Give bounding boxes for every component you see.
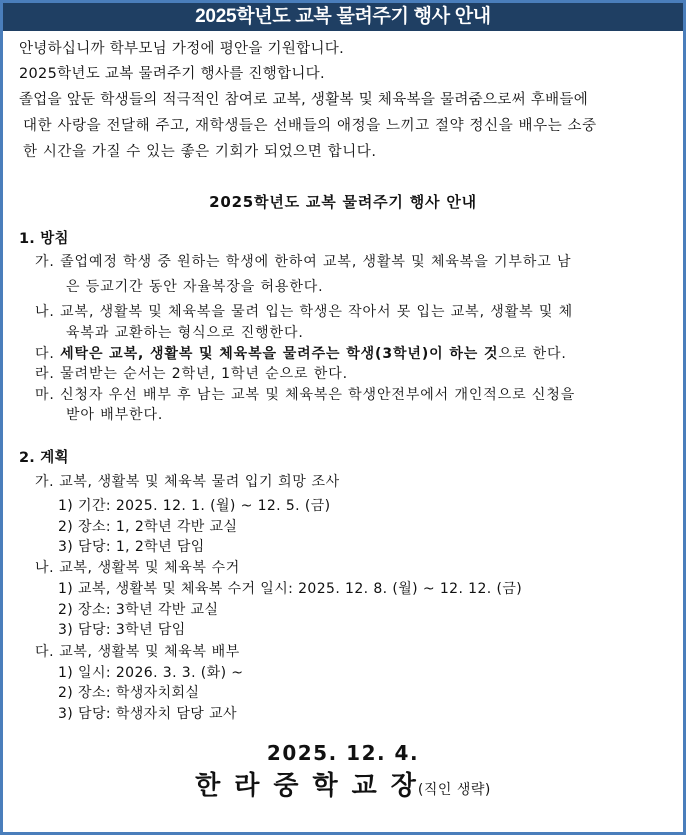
header-banner: 2025학년도 교복 물려주기 행사 안내 — [3, 3, 683, 31]
plan-section-da-item-3: 3) 담당: 학생자치 담당 교사 — [58, 706, 237, 722]
plan-section-na-item-3: 3) 담당: 3학년 담임 — [58, 622, 186, 638]
plan-section-na-item-2: 2) 장소: 3학년 각반 교실 — [58, 602, 219, 618]
policy-item-na-cont: 육복과 교환하는 형식으로 진행한다. — [66, 325, 304, 341]
policy-item-da-emphasis: 세탁은 교복, 생활복 및 체육복을 물려주는 학생(3학년)이 하는 것 — [60, 346, 499, 362]
plan-section-da-title: 다. 교복, 생활복 및 체육복 배부 — [35, 644, 240, 660]
plan-section-ga-item-1: 1) 기간: 2025. 12. 1. (월) ~ 12. 5. (금) — [58, 498, 331, 514]
plan-section-ga-item-2: 2) 장소: 1, 2학년 각반 교실 — [58, 519, 238, 535]
plan-section-na-title: 나. 교복, 생활복 및 체육복 수거 — [35, 560, 240, 576]
plan-section-ga-item-3: 3) 담당: 1, 2학년 담임 — [58, 539, 205, 555]
signature — [3, 769, 683, 807]
plan-section-da-item-1: 1) 일시: 2026. 3. 3. (화) ~ — [58, 665, 244, 681]
policy-heading — [19, 230, 69, 248]
body-title: 2025학년도 교복 물려주기 행사 안내 — [209, 193, 477, 211]
seal-omitted-note: (직인 생략) — [417, 782, 491, 798]
policy-item-ma: 마. 신청자 우선 배부 후 남는 교복 및 체육복은 학생안전부에서 개인적으로 신청을 — [35, 387, 576, 403]
intro-line-3: 졸업을 앞둔 학생들의 적극적인 참여로 교복, 생활복 및 체육복을 물려줌으로써 후배들에 — [19, 92, 589, 108]
plan-section-da-item-2: 2) 장소: 학생자치회실 — [58, 685, 200, 701]
policy-item-ga-cont: 은 등교기간 동안 자율복장을 허용한다. — [66, 279, 324, 295]
plan-heading — [19, 449, 69, 467]
policy-heading-text: 1. 방침 — [19, 231, 69, 247]
policy-item-ra: 라. 물려받는 순서는 2학년, 1학년 순으로 한다. — [35, 366, 348, 382]
intro-line-4: 대한 사랑을 전달해 주고, 재학생들은 선배들의 애정을 느끼고 절약 정신을 배우는 소중 — [23, 118, 597, 134]
policy-item-da-prefix: 다. — [35, 346, 61, 362]
signer-name: 한라중학교장 — [195, 771, 430, 801]
plan-heading-text: 2. 계획 — [19, 450, 69, 466]
intro-line-1: 안녕하십니까 학부모님 가정에 평안을 기원합니다. — [19, 41, 344, 57]
intro-line-2: 2025학년도 교복 물려주기 행사를 진행합니다. — [19, 66, 325, 82]
plan-section-na-item-1: 1) 교복, 생활복 및 체육복 수거 일시: 2025. 12. 8. (월) ~ 12. 12. (금) — [58, 581, 523, 597]
policy-item-ga: 가. 졸업예정 학생 중 원하는 학생에 한하여 교복, 생활복 및 체육복을 기부하고 남 — [35, 254, 572, 270]
policy-item-na: 나. 교복, 생활복 및 체육복을 물려 입는 학생은 작아서 못 입는 교복, 생활복 및 체 — [35, 304, 574, 320]
plan-section-ga-title: 가. 교복, 생활복 및 체육복 물려 입기 희망 조사 — [35, 474, 340, 490]
policy-item-da-suffix: 으로 한다. — [498, 346, 567, 362]
policy-item-ma-cont: 받아 배부한다. — [66, 407, 164, 423]
issue-date: 2025. 12. 4. — [266, 741, 420, 765]
intro-line-5: 한 시간을 가질 수 있는 좋은 기회가 되었으면 합니다. — [23, 144, 377, 160]
policy-item-da — [35, 345, 567, 363]
